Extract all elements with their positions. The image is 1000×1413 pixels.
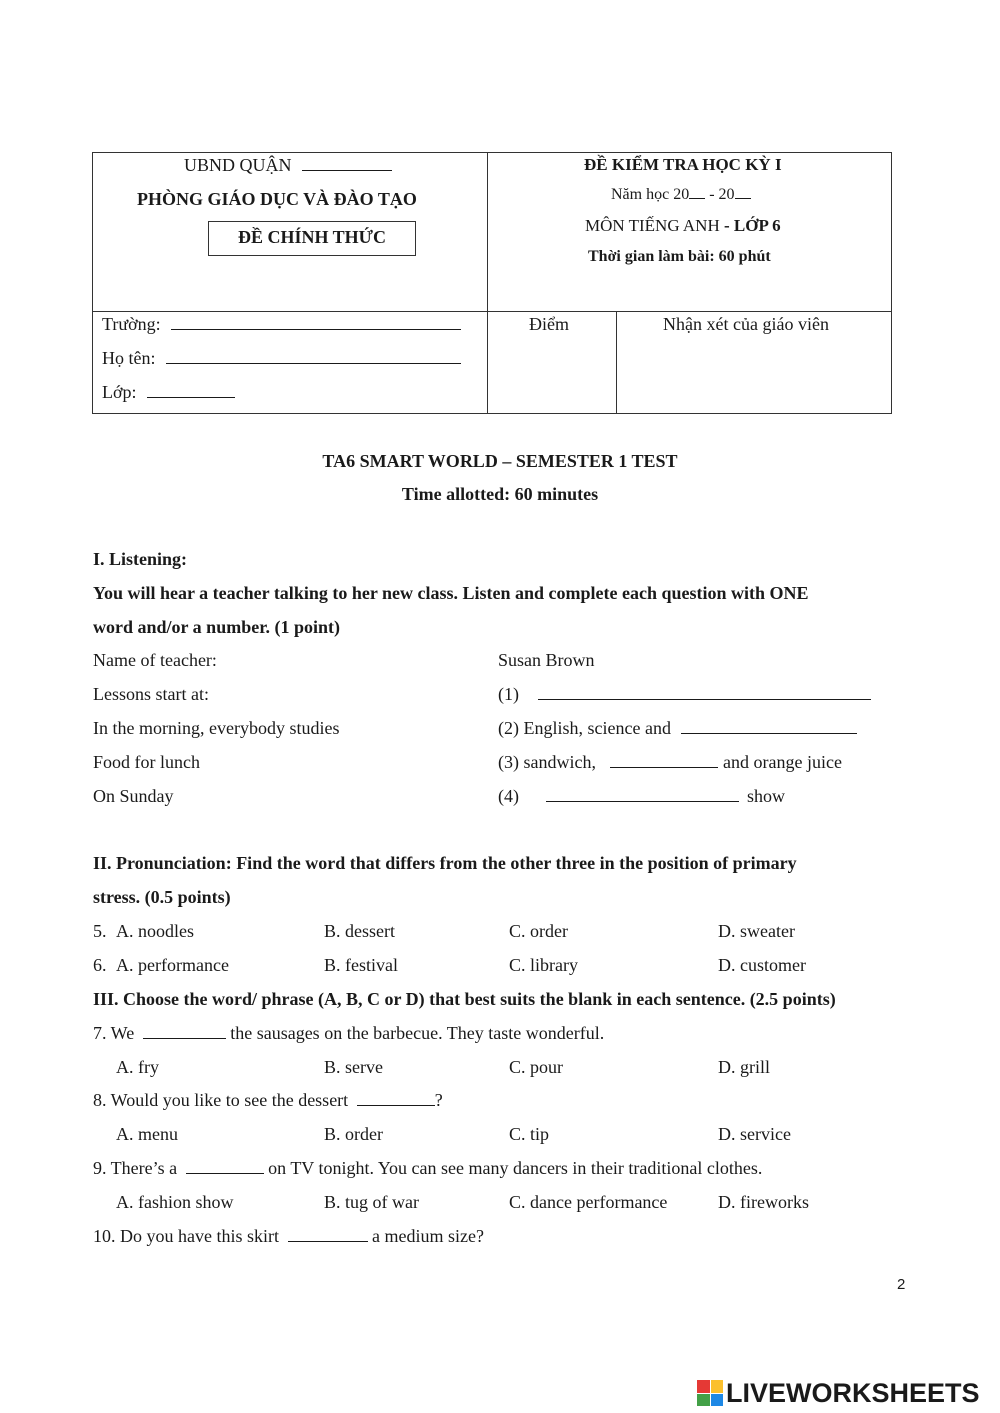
q5-option-d[interactable]: D. sweater — [718, 921, 795, 941]
q2-text: (2) English, science and — [498, 718, 671, 738]
q7-blank[interactable] — [143, 1038, 226, 1039]
q7-post: the sausages on the barbecue. They taste wonderful. — [230, 1023, 605, 1043]
q6-number: 6. — [93, 955, 107, 975]
pronunciation-heading-2: stress. (0.5 points) — [93, 887, 231, 907]
subject-grade: - LỚP 6 — [724, 216, 781, 235]
q4-number: (4) — [498, 786, 519, 806]
test-title: TA6 SMART WORLD – SEMESTER 1 TEST — [322, 451, 678, 471]
q5-option-a[interactable]: A. noodles — [116, 921, 194, 941]
q9-option-a[interactable]: A. fashion show — [116, 1192, 234, 1212]
q7-option-d[interactable]: D. grill — [718, 1057, 770, 1077]
teacher-name: Susan Brown — [498, 650, 595, 670]
q8-post: ? — [434, 1090, 443, 1110]
q5-option-b[interactable]: B. dessert — [324, 921, 395, 941]
name-field — [102, 348, 461, 369]
q8-stem — [93, 1090, 443, 1111]
q9-post: on TV tonight. You can see many dancers in their traditional clothes. — [268, 1158, 763, 1178]
exam-title: ĐỀ KIỂM TRA HỌC KỲ I — [584, 155, 782, 174]
q8-option-b[interactable]: B. order — [324, 1124, 383, 1144]
subject-plain: MÔN TIẾNG ANH — [585, 216, 720, 235]
q8-option-a[interactable]: A. menu — [116, 1124, 178, 1144]
liveworksheets-logo-icon — [697, 1380, 723, 1406]
q9-stem — [93, 1158, 762, 1179]
liveworksheets-brand[interactable] — [697, 1378, 980, 1408]
listening-instruction-1: You will hear a teacher talking to her new class. Listen and complete each question with ONE — [93, 583, 809, 603]
teacher-comment-label: Nhận xét của giáo viên — [663, 314, 829, 334]
listening-answer-4 — [498, 786, 785, 807]
q9-pre: 9. There’s a — [93, 1158, 178, 1178]
school-year-label: Năm học 20 — [611, 186, 690, 203]
school-year-blank-1[interactable] — [689, 198, 705, 199]
school-label: Trường: — [102, 314, 161, 334]
page-number: 2 — [897, 1276, 906, 1293]
name-blank[interactable] — [166, 363, 461, 364]
listening-label-0: Name of teacher: — [93, 650, 217, 670]
vocabulary-heading: III. Choose the word/ phrase (A, B, C or D) that best suits the blank in each sentence. (2.5 points) — [93, 989, 836, 1009]
q1-blank[interactable] — [538, 699, 871, 700]
q10-pre: 10. Do you have this skirt — [93, 1226, 279, 1246]
q7-pre: 7. We — [93, 1023, 135, 1043]
official-stamp: ĐỀ CHÍNH THỨC — [208, 221, 416, 256]
listening-answer-3 — [498, 752, 842, 773]
q10-stem — [93, 1226, 484, 1247]
listening-heading: I. Listening: — [93, 549, 188, 569]
logo-square-blue — [711, 1394, 724, 1407]
q7-option-b[interactable]: B. serve — [324, 1057, 383, 1077]
district-label: UBND QUẬN — [184, 155, 292, 175]
q8-option-d[interactable]: D. service — [718, 1124, 791, 1144]
q6-option-a[interactable]: A. performance — [116, 955, 229, 975]
class-field — [102, 382, 235, 403]
q3-post: and orange juice — [722, 752, 842, 772]
q6-option-c[interactable]: C. library — [509, 955, 578, 975]
q6-option-b[interactable]: B. festival — [324, 955, 398, 975]
subject — [585, 216, 781, 236]
q8-blank[interactable] — [357, 1105, 435, 1106]
q3-text: (3) sandwich, — [498, 752, 596, 772]
school-year-blank-2[interactable] — [735, 198, 751, 199]
q9-option-b[interactable]: B. tug of war — [324, 1192, 419, 1212]
school-field — [102, 314, 461, 335]
q1-number: (1) — [498, 684, 519, 704]
logo-square-yellow — [711, 1380, 724, 1393]
department: PHÒNG GIÁO DỤC VÀ ĐÀO TẠO — [137, 189, 417, 209]
duration: Thời gian làm bài: 60 phút — [588, 248, 771, 265]
q7-option-a[interactable]: A. fry — [116, 1057, 159, 1077]
listening-label-1: Lessons start at: — [93, 684, 209, 704]
listening-label-4: On Sunday — [93, 786, 174, 806]
score-label: Điểm — [529, 314, 569, 334]
q9-option-c[interactable]: C. dance performance — [509, 1192, 668, 1212]
q5-number: 5. — [93, 921, 107, 941]
listening-label-2: In the morning, everybody studies — [93, 718, 340, 738]
q9-option-d[interactable]: D. fireworks — [718, 1192, 809, 1212]
listening-label-3: Food for lunch — [93, 752, 200, 772]
q8-pre: 8. Would you like to see the dessert — [93, 1090, 349, 1110]
school-blank[interactable] — [171, 329, 461, 330]
q4-blank[interactable] — [546, 801, 739, 802]
q3-blank[interactable] — [610, 767, 718, 768]
q10-blank[interactable] — [288, 1241, 368, 1242]
q9-blank[interactable] — [186, 1173, 264, 1174]
q7-stem — [93, 1023, 604, 1044]
liveworksheets-wordmark: LIVEWORKSHEETS — [726, 1377, 980, 1408]
q7-option-c[interactable]: C. pour — [509, 1057, 563, 1077]
q5-option-c[interactable]: C. order — [509, 921, 568, 941]
school-year — [611, 186, 751, 204]
class-label: Lớp: — [102, 382, 137, 402]
district-line — [184, 155, 392, 176]
school-year-sep: - 20 — [709, 186, 735, 203]
q8-option-c[interactable]: C. tip — [509, 1124, 550, 1144]
logo-square-red — [697, 1380, 710, 1393]
q4-post: show — [747, 786, 786, 806]
logo-square-green — [697, 1394, 710, 1407]
name-label: Họ tên: — [102, 348, 156, 368]
listening-instruction-2: word and/or a number. (1 point) — [93, 617, 341, 637]
listening-answer-2 — [498, 718, 857, 739]
q6-option-d[interactable]: D. customer — [718, 955, 806, 975]
q10-post: a medium size? — [372, 1226, 484, 1246]
listening-answer-1 — [498, 684, 871, 705]
district-blank[interactable] — [302, 170, 392, 171]
class-blank[interactable] — [147, 397, 235, 398]
time-allotted: Time allotted: 60 minutes — [401, 484, 599, 504]
q2-blank[interactable] — [681, 733, 857, 734]
pronunciation-heading-1: II. Pronunciation: Find the word that differs from the other three in the position of primary — [93, 853, 797, 873]
